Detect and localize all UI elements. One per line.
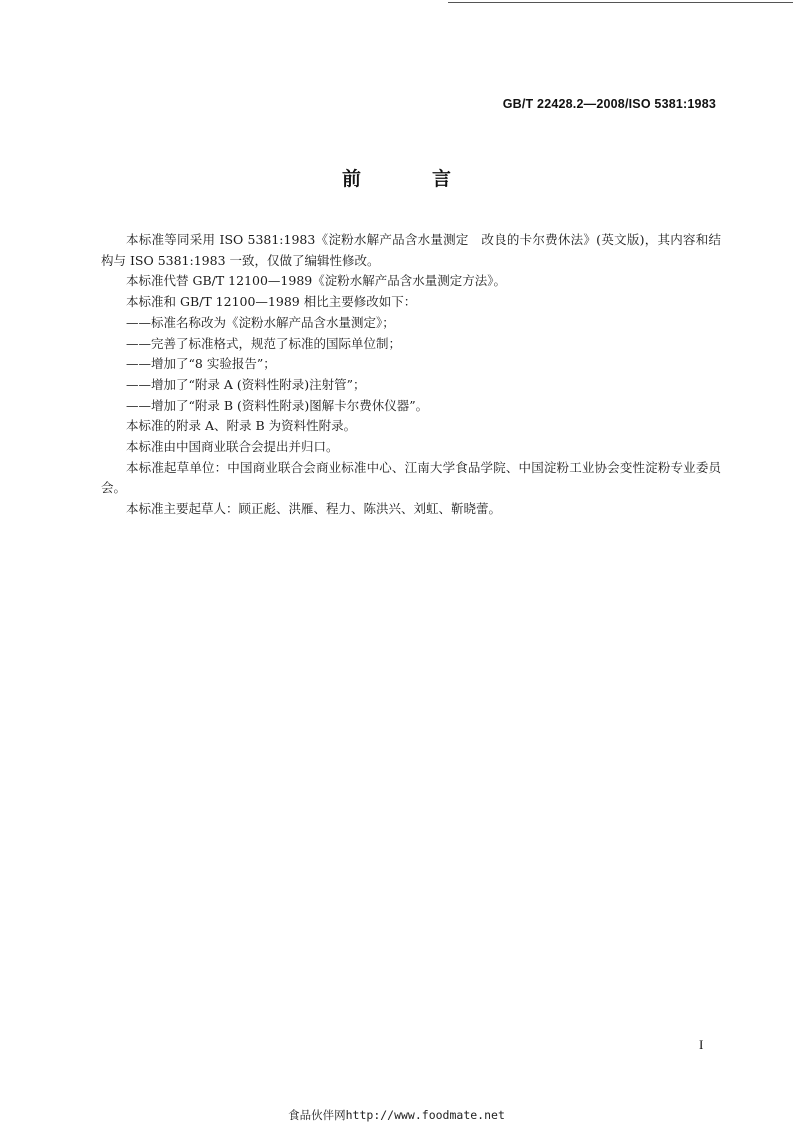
change-item: ——增加了“8 实验报告”； — [126, 356, 276, 372]
paragraph-adoption: 本标准等同采用 ISO 5381:1983《淀粉水解产品含水量测定 改良的卡尔费休法》(英文版)，其内容和结构与 ISO 5381:1983 一致，仅做了编辑性修改。 — [101, 232, 721, 268]
page-number: I — [699, 1037, 704, 1052]
page-title: 前 言 — [341, 168, 477, 190]
paragraph-changes-intro: 本标准和 GB/T 12100—1989 相比主要修改如下： — [126, 294, 417, 310]
change-item: ——增加了“附录 A (资料性附录)注射管”； — [126, 376, 366, 392]
paragraph-replaces: 本标准代替 GB/T 12100—1989《淀粉水解产品含水量测定方法》。 — [126, 273, 506, 289]
paragraph-drafters: 本标准主要起草人：顾正彪、洪雁、程力、陈洪兴、刘虹、靳晓蕾。 — [126, 501, 502, 517]
change-item: ——标准名称改为《淀粉水解产品含水量测定》； — [126, 314, 395, 330]
footer-watermark: 食品伙伴网http://www.foodmate.net — [288, 1108, 505, 1122]
foreword-body — [101, 230, 721, 520]
paragraph-annexes: 本标准的附录 A、附录 B 为资料性附录。 — [126, 418, 357, 434]
standard-code: GB/T 22428.2—2008/ISO 5381:1983 — [502, 97, 716, 111]
change-item: ——完善了标准格式，规范了标准的国际单位制； — [126, 335, 402, 351]
paragraph-drafting-units: 本标准起草单位：中国商业联合会商业标准中心、江南大学食品学院、中国淀粉工业协会变性淀粉专业委员会。 — [101, 459, 721, 496]
change-item: ——增加了“附录 B (资料性附录)图解卡尔费休仪器”。 — [126, 397, 429, 413]
paragraph-proposer: 本标准由中国商业联合会提出并归口。 — [126, 439, 339, 455]
page-top-rule — [448, 2, 793, 3]
